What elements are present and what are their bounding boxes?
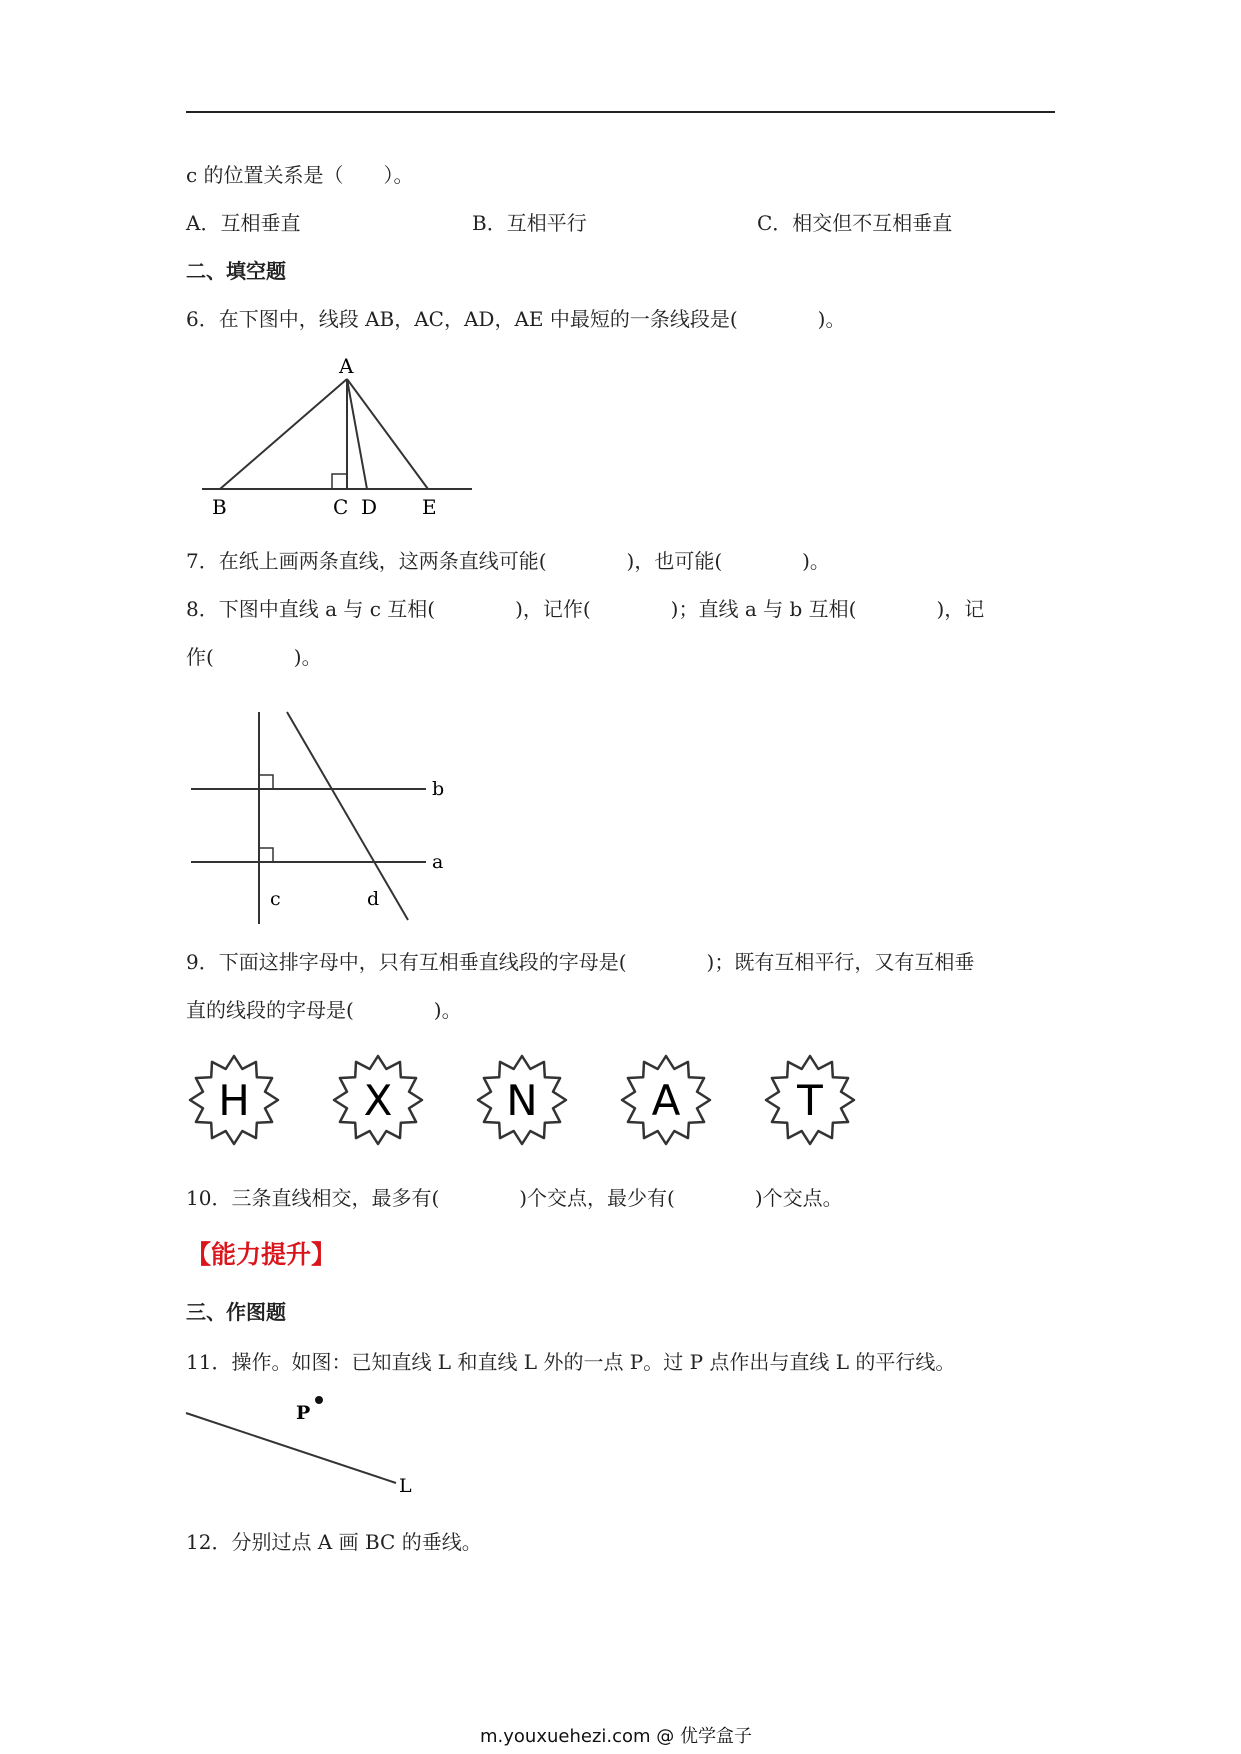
q6-label-d: D xyxy=(361,495,378,519)
question-8-line-1: 8．下图中直线 a 与 c 互相( )，记作( )；直线 a 与 b 互相( )，记 xyxy=(186,597,985,621)
q11-figure xyxy=(186,1390,426,1500)
q6-label-c: C xyxy=(333,495,349,519)
q6-label-e: E xyxy=(422,495,437,519)
question-11: 11．操作。如图：已知直线 L 和直线 L 外的一点 P。过 P 点作出与直线 L 的平行线。 xyxy=(186,1350,956,1374)
badge-letter-h xyxy=(190,1056,278,1144)
question-7: 7．在纸上画两条直线，这两条直线可能( )，也可能( )。 xyxy=(186,549,830,573)
footer-watermark[interactable]: m.youxuehezi.com @ 优学盒子 xyxy=(480,1726,753,1747)
q6-label-b: B xyxy=(212,495,227,519)
header-rule xyxy=(186,111,1055,113)
badge-letter-n xyxy=(478,1056,566,1144)
q8-label-d: d xyxy=(367,888,380,910)
q8-figure xyxy=(186,710,456,925)
question-12: 12．分别过点 A 画 BC 的垂线。 xyxy=(186,1530,482,1554)
q5-option-b: B．互相平行 xyxy=(472,211,587,235)
q6-label-a: A xyxy=(339,354,354,378)
q9-letter-badges xyxy=(186,1050,866,1150)
section-heading-drawing: 三、作图题 xyxy=(186,1300,286,1324)
badge-letter-a xyxy=(622,1056,710,1144)
section-banner-ability: 【能力提升】 xyxy=(186,1240,337,1269)
q11-label-p: P xyxy=(296,1402,311,1424)
letter-n: N xyxy=(506,1076,538,1125)
q8-label-a: a xyxy=(432,851,444,873)
q8-label-c: c xyxy=(270,888,281,910)
q8-label-b: b xyxy=(432,778,445,800)
q5-option-a: A．互相垂直 xyxy=(186,211,301,235)
q5-option-c: C．相交但不互相垂直 xyxy=(757,211,953,235)
badge-letter-x xyxy=(334,1056,422,1144)
q6-figure xyxy=(190,350,490,520)
question-9-line-2: 直的线段的字母是( )。 xyxy=(186,998,462,1022)
letter-a: A xyxy=(651,1076,681,1125)
section-heading-fill-blank: 二、填空题 xyxy=(186,259,286,283)
q5-tail: c 的位置关系是（ ）。 xyxy=(186,163,414,187)
question-9-line-1: 9．下面这排字母中，只有互相垂直线段的字母是( )；既有互相平行，又有互相垂 xyxy=(186,950,975,974)
question-6: 6．在下图中，线段 AB，AC，AD，AE 中最短的一条线段是( )。 xyxy=(186,307,846,331)
letter-t: T xyxy=(797,1076,823,1125)
question-10: 10．三条直线相交，最多有( )个交点，最少有( )个交点。 xyxy=(186,1186,843,1210)
letter-h: H xyxy=(218,1076,250,1125)
badge-letter-t xyxy=(766,1056,854,1144)
letter-x: X xyxy=(363,1076,393,1125)
q11-label-l: L xyxy=(399,1475,412,1497)
question-8-line-2: 作( )。 xyxy=(186,645,322,669)
